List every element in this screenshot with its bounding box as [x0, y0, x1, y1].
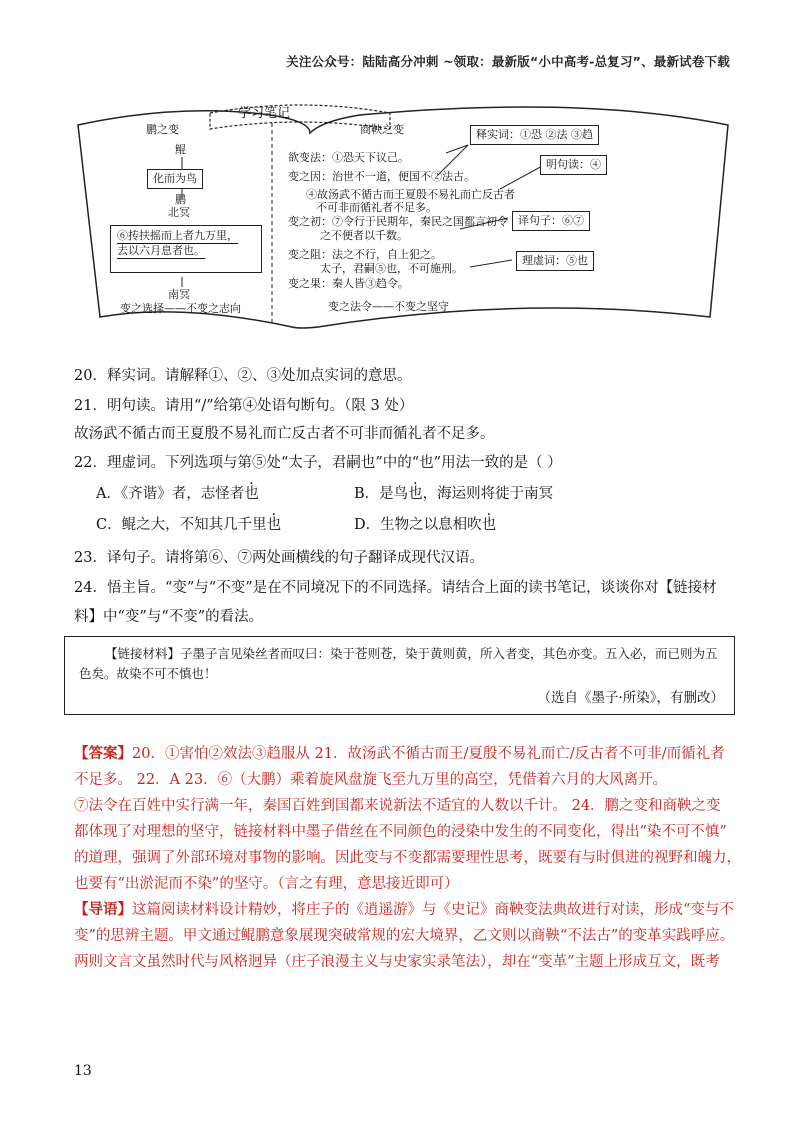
linked-material-text: 【链接材料】子墨子言见染丝者而叹曰：染于苍则苍，染于黄则黄，所入者变，其色亦变。五入必，而已则为五色矣。故染不可不慎也！: [79, 646, 718, 681]
note-line-4: 不可非而循礼者不足多。: [316, 201, 437, 214]
peng-label: 鹏: [175, 193, 186, 206]
option-b-ye: 也: [408, 486, 423, 502]
question-21-text: 故汤武不循古而王夏殷不易礼而亡反古者不可非而循礼者不足多。: [74, 426, 495, 442]
transform-box: 化而为鸟: [147, 169, 203, 189]
option-d: [354, 515, 496, 535]
right-conclusion: 变之法令——不变之坚守: [328, 300, 449, 313]
note-line-3: ④故汤武不循古而王夏殷不易礼而亡反古者: [306, 188, 515, 201]
answer-line-2: 不足多。 22．A 23．⑥（大鹏）乘着旋风盘旋飞至九万里的高空，凭借着六月的大风离开。: [74, 772, 668, 788]
answer-line-5: 的道理，强调了外部环境对事物的影响。因此变与不变都需要理性思考，既要有与时俱进的视野和魄力，: [74, 850, 741, 866]
option-c-ye: 也: [266, 517, 282, 533]
note-line-6: 之不便者以千数。: [320, 229, 408, 242]
notes-banner-title: 学习笔记: [238, 106, 291, 121]
guide-tag: 【导语】: [74, 901, 132, 918]
south-label: 南冥: [168, 288, 190, 301]
option-b-text-post: ，海运则将徙于南冥: [422, 486, 554, 502]
question-24-line-2: 料】中“变”与“不变”的看法。: [74, 609, 264, 625]
north-label: 北冥: [168, 206, 190, 219]
study-notes-figure: [60, 95, 740, 335]
answer-tag: 【答案】: [74, 745, 132, 762]
answer-line-1: [74, 741, 734, 767]
page-header: 关注公众号：陆陆高分冲刺 ~领取：最新版“小中高考-总复习”、最新试卷下载: [286, 54, 730, 69]
answer-text-1: 20．①害怕②效法③趋服从 21．故汤武不循古而王/夏殷不易礼而亡/反古者不可非/而循礼者: [132, 746, 725, 762]
option-c-text: C．鲲之大，不知其几千里: [96, 517, 267, 533]
question-20: 20．释实词。请解释①、②、③处加点实词的意思。: [74, 368, 412, 384]
option-b: [354, 484, 553, 504]
option-b-text: B．是鸟: [354, 486, 409, 502]
question-24-line-1: 24．悟主旨。“变”与“不变”是在不同境况下的不同选择。请结合上面的读书笔记，谈谈你对【链接材: [74, 580, 717, 596]
guide-text-1: 这篇阅读材料设计精妙，将庄子的《逍遥游》与《史记》商鞅变法典故进行对读，形成“变与不: [132, 902, 734, 918]
linked-material-source: （选自《墨子·所染》，有删改）: [537, 690, 724, 706]
option-a-text: A．《齐谐》者，志怪者: [96, 486, 245, 502]
answer-line-3: ⑦法令在百姓中实行满一年，秦国百姓到国都来说新法不适宜的人数以千计。 24．鹏之变和商鞅之变: [74, 798, 721, 814]
question-22: 22．理虚词。下列选项与第⑤处“太子，君嗣也”中的“也”用法一致的是（ ）: [74, 455, 562, 471]
note-line-8: 太子，君嗣⑤也，不可施刑。: [320, 262, 463, 275]
quote-box: [110, 225, 262, 273]
option-a: [96, 484, 259, 504]
left-title: 鹏之变: [146, 123, 179, 136]
right-title: 商鞅之变: [360, 123, 404, 136]
option-a-ye: 也: [244, 486, 259, 502]
answer-line-4: 都体现了对理想的坚守，链接材料中墨子借丝在不同颜色的浸染中发生的不同变化，得出“染不可不慎”: [74, 824, 727, 840]
quote-line-1: ⑥抟扶摇而上者九万里，: [117, 229, 238, 242]
note-line-5: 变之初：⑦令行于民期年，秦民之国都言初令: [288, 215, 508, 228]
answer-line-6: 也要有“出淤泥而不染”的坚守。（言之有理，意思接近即可）: [74, 876, 459, 892]
option-d-ye: 也: [481, 517, 497, 533]
guide-line-1: [74, 897, 734, 923]
linked-material-box: [64, 636, 735, 715]
note-line-9: 变之果：秦人皆③趋令。: [288, 277, 409, 290]
guide-line-2: 变”的思辨主题。甲文通过鲲鹏意象展现突破常规的宏大境界，乙文则以商鞅“不法古”的变革实践呼应。: [74, 928, 735, 944]
left-conclusion: 变之选择——不变之志向: [120, 302, 241, 315]
question-21: 21．明句读。请用“/”给第④处语句断句。（限 3 处）: [74, 398, 414, 414]
answer-section: [74, 741, 741, 975]
option-d-text: D．生物之以息相吹: [354, 517, 482, 533]
option-c: [96, 515, 281, 535]
quote-line-2: 去以六月息者也。: [117, 244, 205, 257]
callout-shici: 释实词：①恐 ②法 ③趋: [470, 125, 599, 145]
callout-mingju: 明句读：④: [540, 155, 607, 175]
guide-line-3: 两则文言文虽然时代与风格迥异（庄子浪漫主义与史家实录笔法），却在“变革”主题上形成互文，既考: [74, 954, 720, 970]
kun-label: 鲲: [175, 143, 186, 156]
callout-lixu: 理虚词：⑤也: [516, 251, 594, 271]
page-number: 13: [74, 1063, 92, 1079]
note-line-7: 变之阻：法之不行，自上犯之。: [288, 248, 442, 261]
question-23: 23．译句子。请将第⑥、⑦两处画横线的句子翻译成现代汉语。: [74, 550, 484, 566]
note-line-2: 变之因：治世不一道，便国不②法古。: [288, 170, 475, 183]
note-line-1: 欲变法：①恐天下议己。: [288, 151, 409, 164]
callout-yiju: 译句子：⑥⑦: [512, 211, 590, 231]
